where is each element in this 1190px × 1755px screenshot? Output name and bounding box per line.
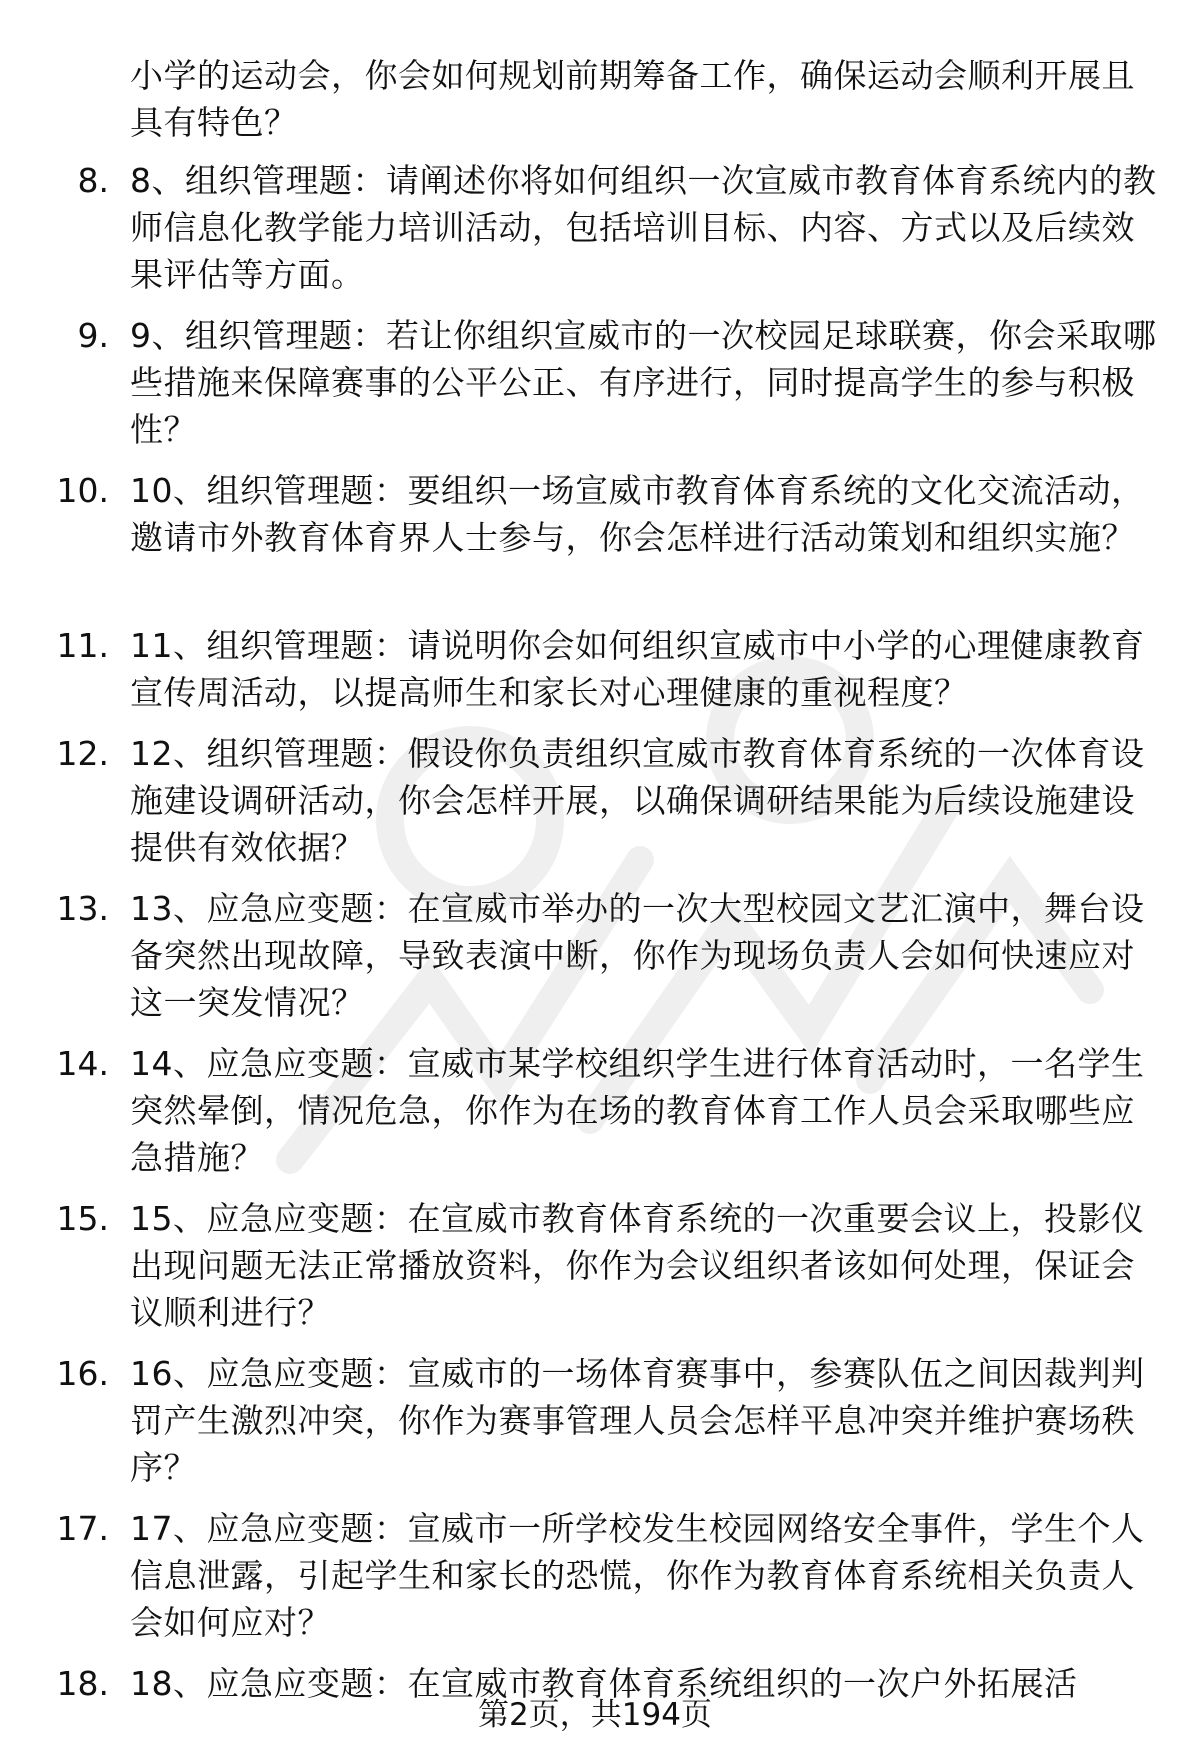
- question-item: [0, 467, 1190, 609]
- question-number: 14.: [56, 1044, 109, 1083]
- question-text: 18、应急应变题：在宣威市教育体育系统组织的一次户外拓展活: [130, 1664, 1078, 1703]
- question-item: [0, 1350, 1190, 1492]
- question-item: [0, 885, 1190, 1027]
- question-item: [0, 312, 1190, 454]
- question-number: 10.: [56, 471, 109, 510]
- question-number: 18.: [56, 1664, 109, 1703]
- question-number: 8.: [77, 161, 109, 200]
- question-number: 12.: [56, 734, 109, 773]
- question-item: [0, 1195, 1190, 1337]
- question-number: 16.: [56, 1354, 109, 1393]
- question-text: 14、应急应变题：宣威市某学校组织学生进行体育活动时，一名学生突然晕倒，情况危急，你作为在场的教育体育工作人员会采取哪些应急措施？: [130, 1044, 1145, 1177]
- question-item: [0, 157, 1190, 299]
- question-text: 8、组织管理题：请阐述你将如何组织一次宣威市教育体育系统内的教师信息化教学能力培训活动，包括培训目标、内容、方式以及后续效果评估等方面。: [130, 161, 1157, 294]
- question-number: 11.: [56, 626, 109, 665]
- question-text: 16、应急应变题：宣威市的一场体育赛事中，参赛队伍之间因裁判判罚产生激烈冲突，你作为赛事管理人员会怎样平息冲突并维护赛场秩序？: [130, 1354, 1145, 1487]
- question-item: [0, 622, 1190, 717]
- question-text: 11、组织管理题：请说明你会如何组织宣威市中小学的心理健康教育宣传周活动，以提高师生和家长对心理健康的重视程度？: [130, 626, 1145, 712]
- page-footer: 第2页，共194页: [478, 1697, 712, 1733]
- question-item: [0, 1040, 1190, 1182]
- question-item: [0, 730, 1190, 872]
- question-text: 15、应急应变题：在宣威市教育体育系统的一次重要会议上，投影仪出现问题无法正常播放资料，你作为会议组织者该如何处理，保证会议顺利进行？: [130, 1199, 1145, 1332]
- question-text: 12、组织管理题：假设你负责组织宣威市教育体育系统的一次体育设施建设调研活动，你会怎样开展，以确保调研结果能为后续设施建设提供有效依据？: [130, 734, 1145, 867]
- question-text: 13、应急应变题：在宣威市举办的一次大型校园文艺汇演中，舞台设备突然出现故障，导致表演中断，你作为现场负责人会如何快速应对这一突发情况？: [130, 889, 1145, 1022]
- question-number: 15.: [56, 1199, 109, 1238]
- continued-question-text: 小学的运动会，你会如何规划前期筹备工作，确保运动会顺利开展且具有特色？: [130, 56, 1135, 142]
- question-text: 10、组织管理题：要组织一场宣威市教育体育系统的文化交流活动，邀请市外教育体育界人士参与，你会怎样进行活动策划和组织实施？: [130, 471, 1145, 557]
- question-list: [0, 157, 1190, 1720]
- question-number: 17.: [56, 1509, 109, 1548]
- question-number: 13.: [56, 889, 109, 928]
- question-number: 9.: [77, 316, 109, 355]
- question-text: 9、组织管理题：若让你组织宣威市的一次校园足球联赛，你会采取哪些措施来保障赛事的公平公正、有序进行，同时提高学生的参与积极性？: [130, 316, 1157, 449]
- question-text: 17、应急应变题：宣威市一所学校发生校园网络安全事件，学生个人信息泄露，引起学生和家长的恐慌，你作为教育体育系统相关负责人会如何应对？: [130, 1509, 1145, 1642]
- question-item: [0, 1505, 1190, 1647]
